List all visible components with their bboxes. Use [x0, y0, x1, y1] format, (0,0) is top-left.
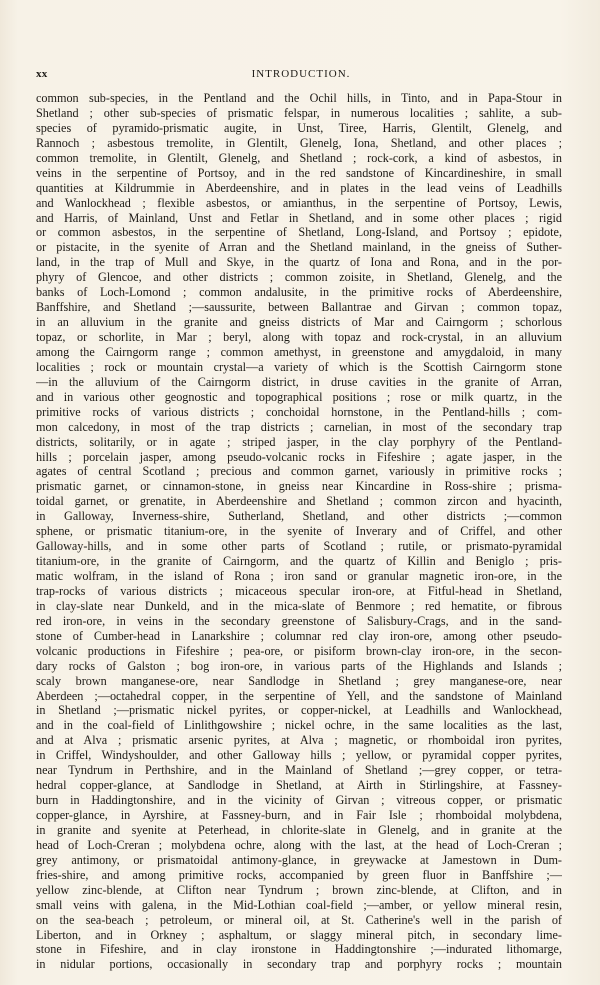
- text-line: in an alluvium in the granite and gneiss districts of Mar and Cairngorm ; schorlous: [36, 315, 562, 330]
- text-line: fries-shire, and among primitive rocks, accompanied by green fluor in Banffshire ;—: [36, 867, 562, 882]
- text-line: and Harris, of Mainland, Unst and Fetlar in Shetland, and in some other places ; rigid: [36, 210, 562, 225]
- text-line: on the sea-beach ; petroleum, or mineral oil, at St. Catherine's well in the parish of: [36, 912, 562, 927]
- text-line: and in the coal-field of Linlithgowshire ; nickel ochre, in the same localities as the last,: [36, 718, 562, 733]
- text-line: trap-rocks of various districts ; micaceous specular iron-ore, at Fitful-head in Shetland,: [36, 583, 562, 598]
- text-line: burn in Haddingtonshire, and in the vicinity of Girvan ; vitreous copper, or prismatic: [36, 793, 562, 808]
- text-line: land, in the trap of Mull and Skye, in the quartz of Iona and Rona, and in the por-: [36, 255, 562, 270]
- page-header: [36, 68, 566, 84]
- text-line: hedral copper-glance, at Sandlodge in Shetland, at Airth in Stirlingshire, at Fassney-: [36, 778, 562, 793]
- text-line: red iron-ore, in veins in the secondary greenstone of Salisbury-Crags, and in the sand-: [36, 613, 562, 628]
- text-line: veins in the serpentine of Portsoy, and in the red sandstone of Kincardineshire, in small: [36, 165, 562, 180]
- text-line: Rannoch ; asbestous tremolite, in Glentilt, Glenelg, Iona, Shetland, and other places ;: [36, 135, 562, 150]
- text-line: phyry of Glencoe, and other districts ; common zoisite, in Shetland, Glenelg, and the: [36, 270, 562, 285]
- text-line: matic wolfram, in the island of Rona ; iron sand or granular magnetic iron-ore, in the: [36, 569, 562, 583]
- text-line: Banffshire, and Shetland ;—saussurite, between Ballantrae and Girvan ; common topaz,: [36, 300, 562, 315]
- text-line: in granite and syenite at Peterhead, in chlorite-slate in Glenelg, and in granite at the: [36, 822, 562, 837]
- text-line: grey antimony, or prismatoidal antimony-glance, in greywacke at Jamestown in Dum-: [36, 852, 562, 867]
- text-line: yellow zinc-blende, at Clifton near Tyndrum ; brown zinc-blende, at Clifton, and in: [36, 882, 562, 897]
- text-line: Galloway-hills, and in some other parts of Scotland ; rutile, or prismato-pyramidal: [36, 539, 562, 554]
- text-line: Shetland ; other sub-species of prismatic felspar, in numerous localities ; sahlite, a sub-: [36, 105, 562, 120]
- text-line: localities ; rock or mountain crystal—a variety of which is the Scottish Cairngorm stone: [36, 359, 562, 374]
- text-line: common sub-species, in the Pentland and the Ochil hills, in Tinto, and in Papa-Stour in: [36, 91, 562, 105]
- text-line: banks of Loch-Lomond ; common andalusite, in the primitive rocks of Aberdeenshire,: [36, 285, 562, 300]
- text-line: titanium-ore, in the granite of Cairngorm, and the quartz of Killin and Beniglo ; pris-: [36, 554, 562, 569]
- text-line: species of pyramido-prismatic augite, in Unst, Tiree, Harris, Glentilt, Glenelg, and: [36, 120, 562, 135]
- text-line: districts, solitarily, or in agate ; striped jasper, in the clay porphyry of the Pentland-: [36, 434, 562, 449]
- text-line: Aberdeen ;—octahedral copper, in the serpentine of Yell, and the sandstone of Mainland: [36, 688, 562, 703]
- text-line: prismatic garnet, or cinnamon-stone, in gneiss near Kincardine in Ross-shire ; prisma-: [36, 479, 562, 494]
- text-line: in clay-slate near Dunkeld, and in the mica-slate of Benmore ; red hematite, or fibrous: [36, 598, 562, 613]
- text-line: or common asbestos, in the serpentine of Shetland, Long-Island, and Portsoy ; epidote,: [36, 225, 562, 240]
- text-line: mon calcedony, in most of the trap districts ; carnelian, in most of the secondary trap: [36, 419, 562, 434]
- text-line: scaly brown manganese-ore, near Sandlodge in Shetland ; grey manganese-ore, near: [36, 673, 562, 688]
- text-line: near Tyndrum in Perthshire, and in the Mainland of Shetland ;—grey copper, or tetra-: [36, 763, 562, 778]
- text-line: agates of central Scotland ; precious and common garnet, variously in primitive rocks ;: [36, 464, 562, 479]
- text-line: toidal garnet, or grenatite, in Aberdeenshire and Shetland ; common zircon and hyacinth,: [36, 494, 562, 509]
- text-line: copper-glance, in Ayrshire, at Fassney-burn, and in Fair Isle ; rhomboidal molybdena,: [36, 808, 562, 822]
- text-line: topaz, or schorlite, in Mar ; beryl, along with topaz and rock-crystal, in an alluvium: [36, 330, 562, 344]
- text-line: small veins with galena, in the Mid-Lothian coal-field ;—amber, or yellow mineral resin,: [36, 897, 562, 912]
- text-line: hills ; porcelain jasper, among pseudo-volcanic rocks in Fifeshire ; agate jasper, in the: [36, 449, 562, 464]
- text-line: stone of Cumber-head in Lanarkshire ; columnar red clay iron-ore, among other pseudo-: [36, 628, 562, 643]
- text-line: and in various other geognostic and topographical positions ; rose or milk quartz, in the: [36, 389, 562, 404]
- text-line: among the Cairngorm range ; common amethyst, in greenstone and amygdaloid, in many: [36, 344, 562, 359]
- text-line: —in the alluvium of the Cairngorm district, in druse cavities in the granite of Arran,: [36, 374, 562, 389]
- text-line: in Galloway, Inverness-shire, Sutherland, Shetland, and other districts ;—common: [36, 509, 562, 524]
- text-line: quantities at Kildrummie in Aberdeenshire, and in plates in the lead veins of Leadhills: [36, 180, 562, 195]
- text-line: sphene, or prismatic titanium-ore, in the syenite of Inverary and of Criffel, and other: [36, 524, 562, 539]
- text-line: dary rocks of Galston ; bog iron-ore, in various parts of the Highlands and Islands ;: [36, 658, 562, 673]
- text-line: common tremolite, in Glentilt, Glenelg, and Shetland ; rock-cork, a kind of asbestos, in: [36, 150, 562, 165]
- text-line: and Wanlockhead ; flexible asbestos, or amianthus, in the serpentine of Portsoy, Lewis,: [36, 195, 562, 210]
- text-line: head of Loch-Creran ; molybdena ochre, along with the last, at the head of Loch-Creran ;: [36, 837, 562, 852]
- body-text: [36, 91, 562, 972]
- text-line: in Criffel, Windyshoulder, and other Galloway hills ; yellow, or pyramidal copper pyrites,: [36, 748, 562, 763]
- page-number: xx: [36, 68, 48, 80]
- text-line: volcanic productions in Fifeshire ; pea-ore, or pisiform brown-clay iron-ore, in the secon-: [36, 643, 562, 658]
- text-line: in Shetland ;—prismatic nickel pyrites, or copper-nickel, at Leadhills and Wanlockhead,: [36, 703, 562, 718]
- text-line: or pistacite, in the syenite of Arran and the Shetland mainland, in the gneiss of Suther-: [36, 240, 562, 255]
- text-line: and at Alva ; prismatic arsenic pyrites, at Alva ; magnetic, or rhomboidal iron pyrites,: [36, 733, 562, 748]
- text-line: stone in Fifeshire, and in clay ironstone in Haddingtonshire ;—indurated lithomarge,: [36, 942, 562, 957]
- text-line: in nidular portions, occasionally in secondary trap and porphyry rocks ; mountain: [36, 957, 562, 972]
- text-line: primitive rocks of various districts ; conchoidal hornstone, in the Pentland-hills ; com-: [36, 404, 562, 419]
- running-title: INTRODUCTION.: [251, 68, 351, 80]
- text-line: Liberton, and in Orkney ; asphaltum, or slaggy mineral pitch, in secondary lime-: [36, 927, 562, 942]
